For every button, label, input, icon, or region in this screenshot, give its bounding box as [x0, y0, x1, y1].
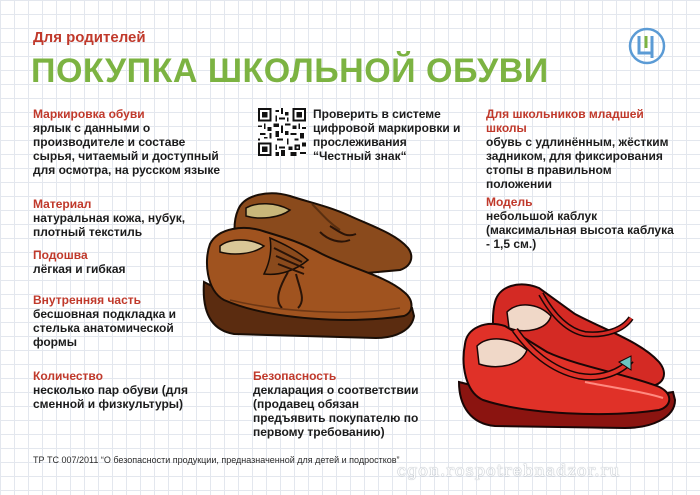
young-pupils-text: обувь с удлинённым, жёстким задником, для фиксирования стопы в правильном положении — [486, 135, 669, 191]
safety-text: декларация о соответствии (продавец обязан предъявить покупателю по первому требованию) — [253, 383, 419, 439]
model-text: небольшой каблук (максимальная высота каблука - 1,5 см.) — [486, 209, 674, 251]
marking-text: ярлык с данными о производителе и составе сырья, читаемый и доступный для осмотра, на русском языке — [33, 121, 220, 177]
quantity-text: несколько пар обуви (для сменной и физкультуры) — [33, 383, 188, 411]
for-parents-caption: Для родителей — [33, 29, 146, 46]
inner-text: бесшовная подкладка и стелька анатомической формы — [33, 307, 177, 349]
quantity-block — [33, 369, 203, 411]
sole-label: Подошва — [33, 248, 88, 262]
marking-block — [33, 107, 223, 177]
footer-regulation: ТР ТС 007/2011 “О безопасности продукции, предназначенной для детей и подростков” — [33, 455, 400, 465]
model-block — [486, 195, 676, 251]
model-label: Модель — [486, 195, 533, 209]
qr-caption — [313, 107, 463, 163]
safety-label: Безопасность — [253, 369, 337, 383]
material-label: Материал — [33, 197, 92, 211]
young-pupils-label: Для школьников младшей школы — [486, 107, 644, 135]
safety-block — [253, 369, 433, 439]
material-text: натуральная кожа, нубук, плотный текстиль — [33, 211, 186, 239]
sole-text: лёгкая и гибкая — [33, 262, 126, 276]
red-girls-shoes-image — [455, 272, 680, 432]
marking-label: Маркировка обуви — [33, 107, 145, 121]
young-pupils-block — [486, 107, 676, 191]
page-title: ПОКУПКА ШКОЛЬНОЙ ОБУВИ — [31, 52, 549, 90]
qr-caption-text: Проверить в системе цифровой маркировки и прослеживания “Честный знак“ — [313, 107, 461, 163]
ts-logo-icon — [628, 27, 666, 65]
qr-code-icon[interactable] — [258, 108, 306, 156]
watermark-url: cgon.rospotrebnadzor.ru — [397, 461, 621, 480]
material-block — [33, 197, 203, 239]
brown-school-shoes-image — [200, 182, 418, 352]
inner-label: Внутренняя часть — [33, 293, 142, 307]
inner-block — [33, 293, 193, 349]
sole-block — [33, 248, 203, 276]
quantity-label: Количество — [33, 369, 103, 383]
